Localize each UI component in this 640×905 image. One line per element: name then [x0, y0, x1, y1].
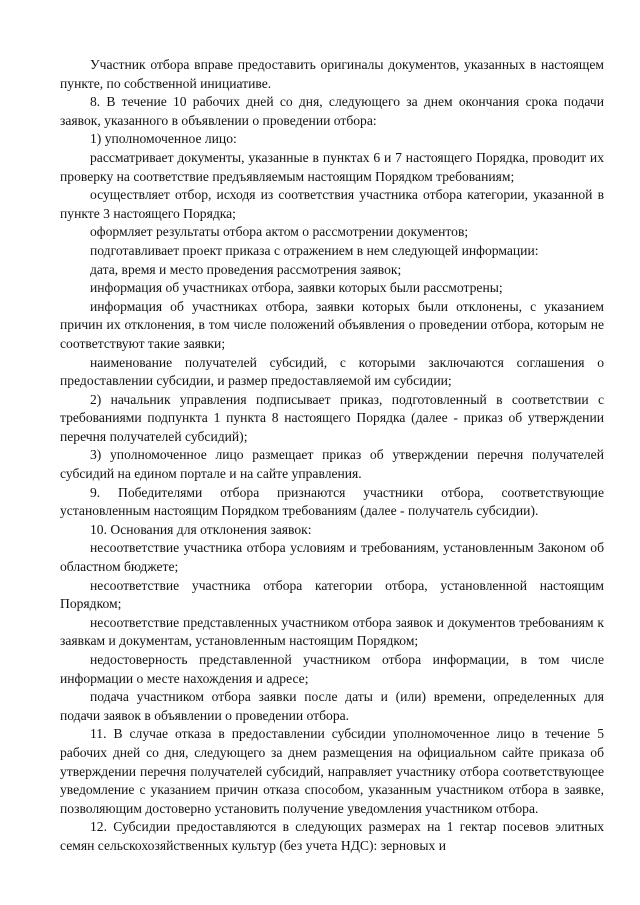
paragraph-reject-reason-3: несоответствие представленных участником отбора заявок и документов требованиям к заявкам и документам, установленным настоящим Порядком;: [60, 614, 604, 649]
paragraph-item-11: 11. В случае отказа в предоставлении субсидии уполномоченное лицо в течение 5 рабочих дней со дня, следующего за днем размещения на официальном сайте приказа об утверждении перечня получателей субсидий, направляет участнику отбора соответствующее уведомление с указанием причин отказа способом, указанным участником отбора в заявке, позволяющим достоверно установить получение уведомления участником отбора.: [60, 726, 604, 816]
paragraph-originals: Участник отбора вправе предоставить оригиналы документов, указанных в настоящем пункте, по собственной инициативе.: [60, 57, 604, 91]
paragraph-item-10: 10. Основания для отклонения заявок:: [90, 521, 312, 537]
paragraph-act: оформляет результаты отбора актом о рассмотрении документов;: [90, 224, 469, 240]
paragraph-performs-selection: осуществляет отбор, исходя из соответствия участника отбора категории, указанной в пункте 3 настоящего Порядка;: [60, 187, 604, 221]
paragraph-rejected-participants: информация об участниках отбора, заявки которых были отклонены, с указанием причин их отклонения, в том числе положений объявления о проведении отбора, которым не соответствуют такие заявки;: [60, 298, 604, 351]
paragraph-reject-reason-1: несоответствие участника отбора условиям и требованиям, установленным Законом об областном бюджете;: [60, 540, 604, 575]
paragraph-recipients: наименование получателей субсидий, с которыми заключаются соглашения о предоставлении субсидии, и размер предоставляемой им субсидии;: [60, 354, 604, 389]
paragraph-item-12: 12. Субсидии предоставляются в следующих размерах на 1 гектар посевов элитных семян сельскохозяйственных культур (без учета НДС): зерновых и: [60, 819, 604, 853]
paragraph-subitem-1: 1) уполномоченное лицо:: [90, 131, 237, 147]
paragraph-item-9: 9. Победителями отбора признаются участники отбора, соответствующие установленным настоящим Порядком требованиям (далее - получатель субсидии).: [60, 484, 604, 519]
document-body: [60, 56, 604, 856]
paragraph-reject-reason-5: подача участником отбора заявки после даты и (или) времени, определенных для подачи заявок в объявлении о проведении отбора.: [60, 689, 604, 723]
paragraph-item-8: 8. В течение 10 рабочих дней со дня, следующего за днем окончания срока подачи заявок, указанного в объявлении о проведении отбора:: [60, 94, 604, 128]
paragraph-subitem-3: 3) уполномоченное лицо размещает приказ об утверждении перечня получателей субсидий на едином портале и на сайте управления.: [60, 447, 604, 482]
paragraph-reviews-documents: рассматривает документы, указанные в пунктах 6 и 7 настоящего Порядка, проводит их проверку на соответствие предъявляемым настоящим Порядком требованиям;: [60, 149, 604, 184]
paragraph-date-time: дата, время и место проведения рассмотрения заявок;: [90, 261, 402, 277]
paragraph-reject-reason-4: недостоверность представленной участником отбора информации, в том числе информации о месте нахождения и адресе;: [60, 652, 604, 686]
paragraph-reject-reason-2: несоответствие участника отбора категории отбора, установленной настоящим Порядком;: [60, 577, 604, 612]
paragraph-draft-order: подготавливает проект приказа с отражением в нем следующей информации:: [90, 242, 539, 258]
paragraph-reviewed-participants: информация об участниках отбора, заявки которых были рассмотрены;: [90, 280, 503, 296]
paragraph-subitem-2: 2) начальник управления подписывает приказ, подготовленный в соответствии с требованиями подпункта 1 пункта 8 настоящего Порядка (далее - приказ об утверждении перечня получателей субсидий);: [60, 391, 604, 444]
